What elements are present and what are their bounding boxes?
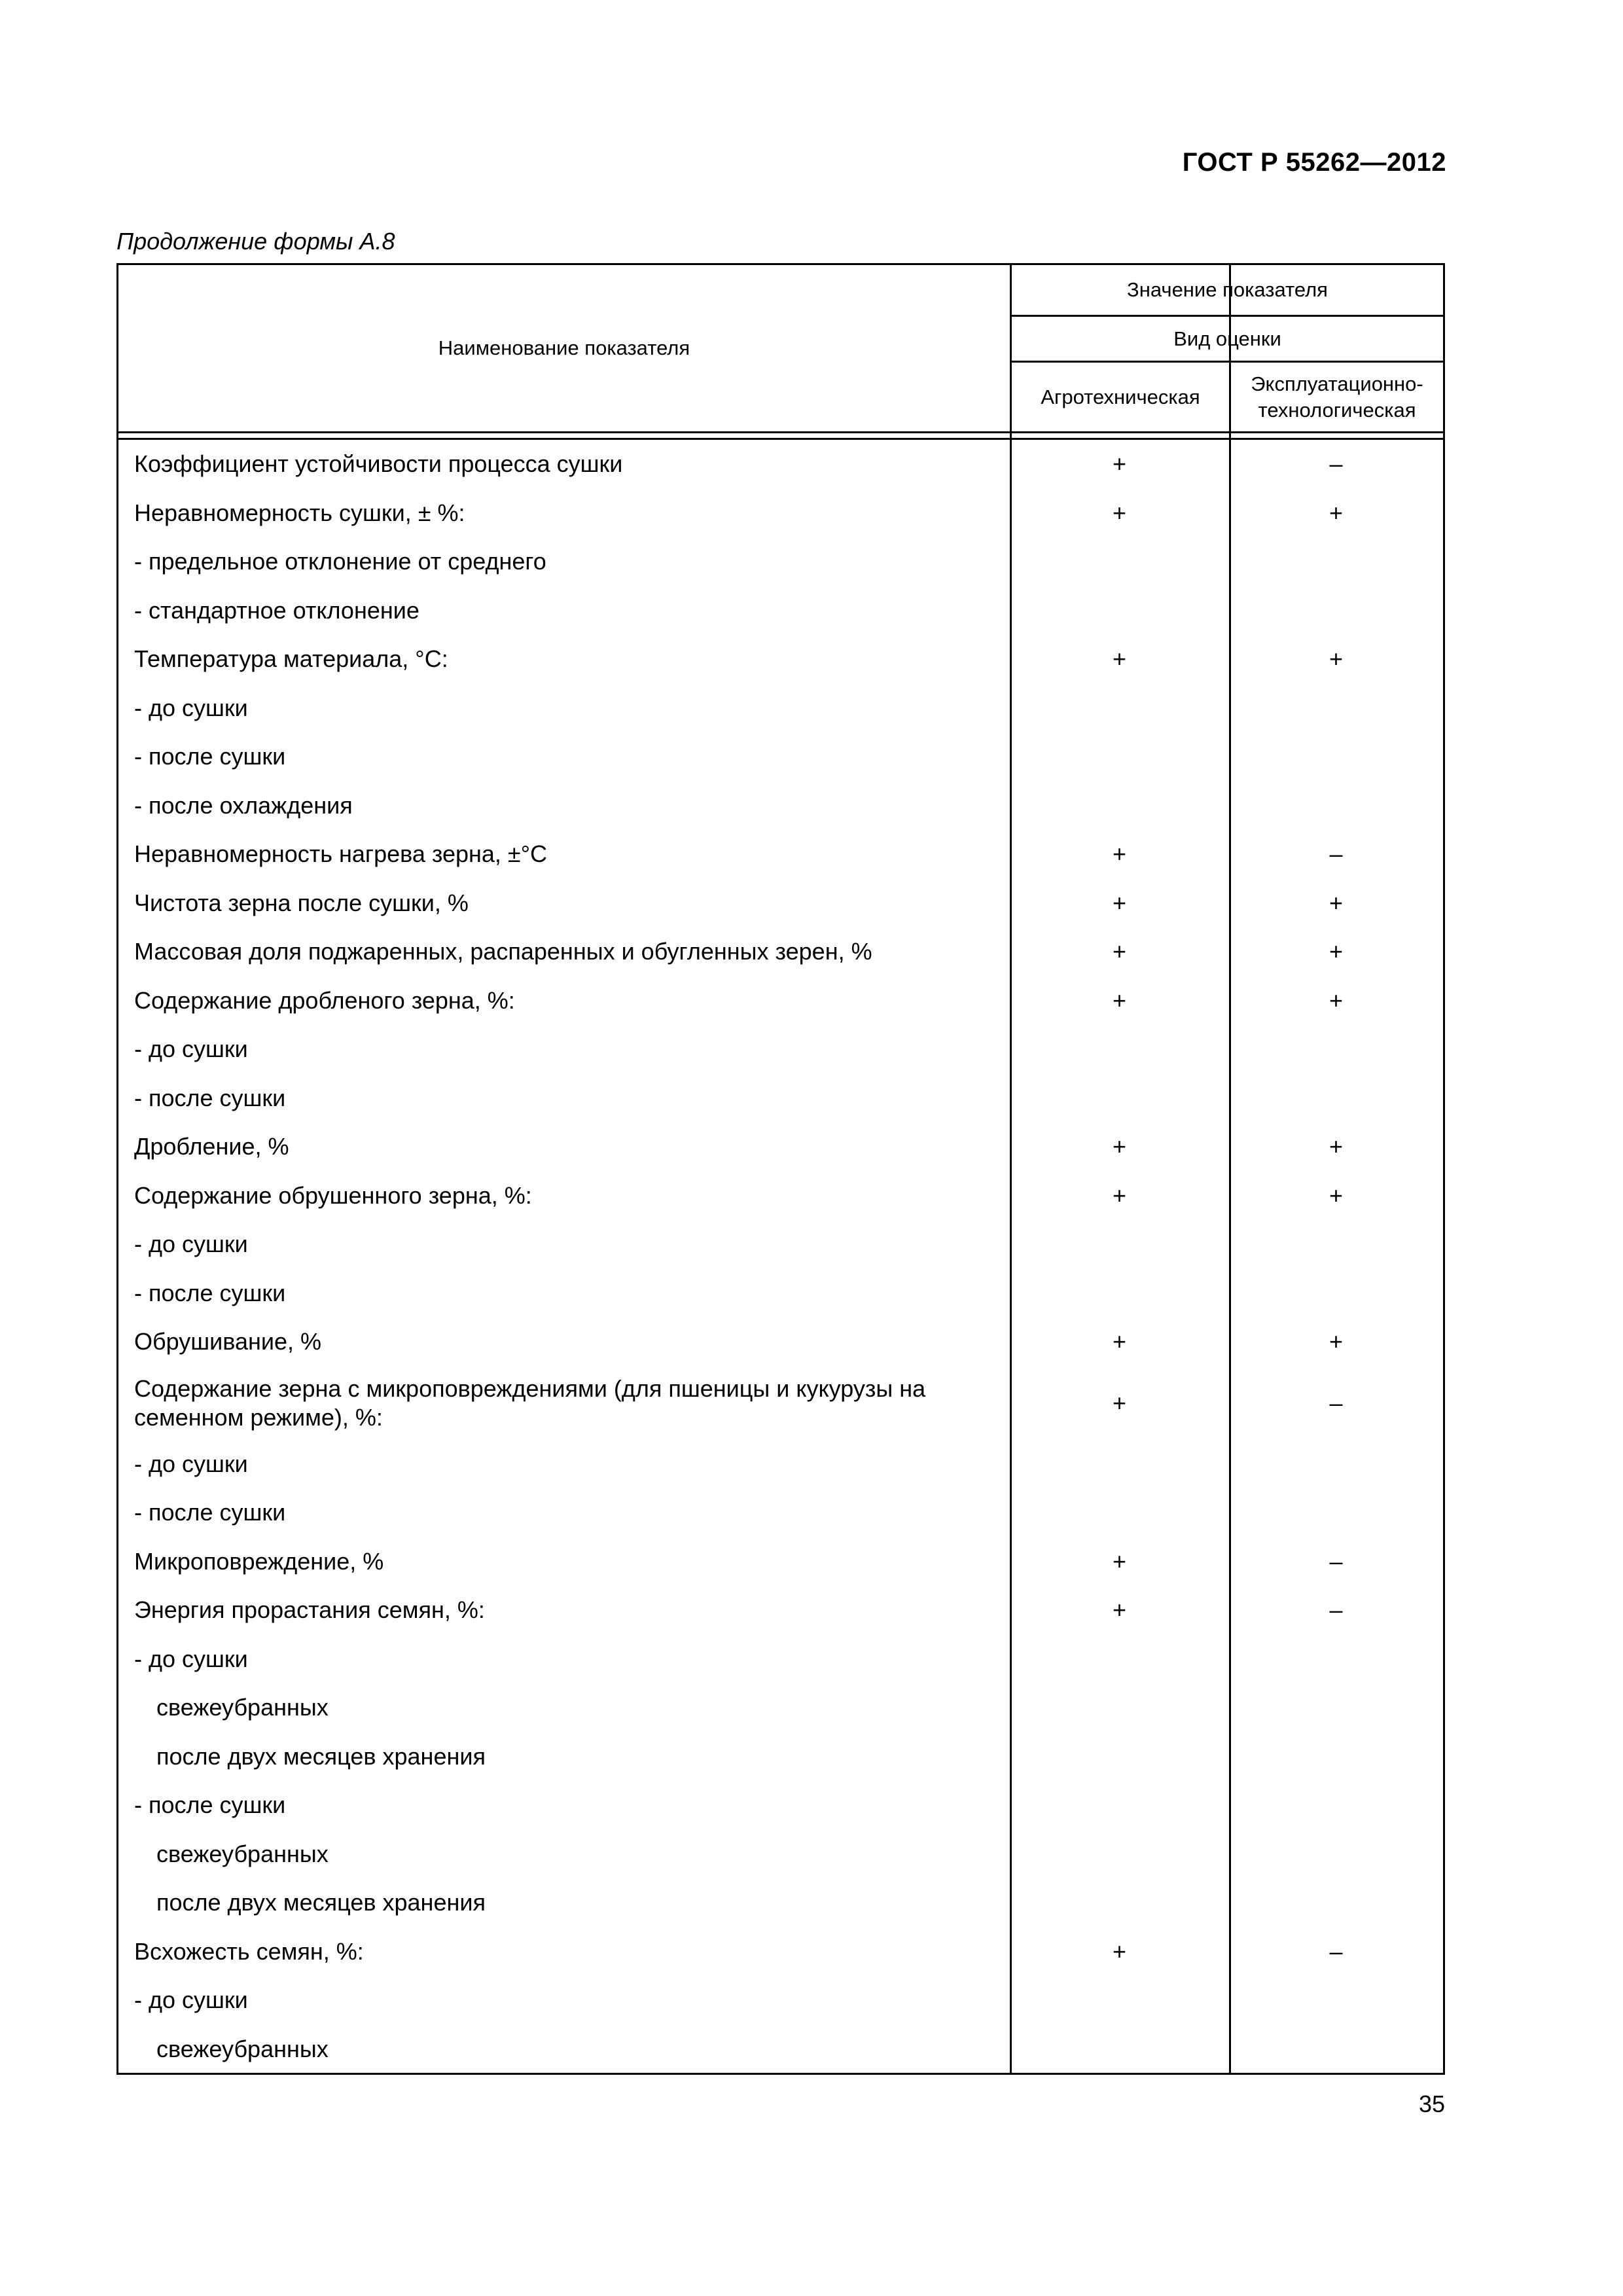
indicator-name-cell: - после сушки — [134, 1279, 286, 1306]
table-row — [118, 1928, 1443, 1977]
indicator-name-cell: Неравномерность нагрева зерна, ±°С — [134, 840, 548, 868]
table-row — [118, 1122, 1443, 1172]
operational-cell: – — [1329, 1389, 1343, 1416]
table-row — [118, 830, 1443, 879]
agrotechnical-cell: + — [1112, 1133, 1127, 1160]
indicator-name-cell: - после сушки — [134, 1499, 286, 1526]
indicator-name-cell: после двух месяцев хранения — [156, 1742, 486, 1770]
indicator-name-cell: - до сушки — [134, 1230, 248, 1258]
indicator-name-cell: Содержание обрушенного зерна, %: — [134, 1181, 532, 1209]
table-row — [118, 1074, 1443, 1123]
indicator-name-cell: свежеубранных — [156, 2035, 329, 2062]
agrotechnical-cell: + — [1112, 1181, 1127, 1209]
table-row — [118, 684, 1443, 733]
indicator-name-cell: - до сушки — [134, 694, 248, 721]
agrotechnical-cell: + — [1112, 1547, 1127, 1575]
table-row — [118, 1683, 1443, 1732]
operational-cell: + — [1329, 1133, 1344, 1160]
table-row — [118, 440, 1443, 489]
table-row — [118, 537, 1443, 586]
table-row — [118, 977, 1443, 1026]
operational-cell: + — [1329, 986, 1344, 1014]
operational-cell: + — [1329, 1181, 1344, 1209]
table-row — [118, 1367, 1443, 1440]
indicator-name-cell: Энергия прорастания семян, %: — [134, 1596, 485, 1624]
table-body — [118, 440, 1443, 2073]
indicator-table — [116, 263, 1445, 2075]
agrotechnical-cell: + — [1112, 450, 1127, 478]
operational-cell: + — [1329, 1328, 1344, 1355]
table-row — [118, 1269, 1443, 1318]
indicator-name-cell: Коэффициент устойчивости процесса сушки — [134, 450, 623, 478]
indicator-name-cell: - после охлаждения — [134, 791, 353, 819]
indicator-name-cell: Обрушивание, % — [134, 1328, 321, 1355]
table-row — [118, 1318, 1443, 1367]
agrotechnical-cell: + — [1112, 645, 1127, 673]
indicator-name-cell: Всхожесть семян, %: — [134, 1937, 364, 1965]
page-number: 35 — [1418, 2090, 1445, 2117]
continuation-caption: Продолжение формы А.8 — [116, 228, 395, 255]
indicator-name-cell: после двух месяцев хранения — [156, 1889, 486, 1916]
agrotechnical-cell: + — [1112, 938, 1127, 965]
indicator-name-cell: - после сушки — [134, 1791, 286, 1819]
indicator-name-cell: свежеубранных — [156, 1840, 329, 1867]
header-operational-label: Эксплуатационно- технологическая — [1251, 372, 1423, 422]
table-row — [118, 1732, 1443, 1782]
operational-cell: – — [1329, 450, 1343, 478]
header-operational — [1231, 363, 1443, 431]
table-row — [118, 1878, 1443, 1928]
table-row — [118, 1586, 1443, 1635]
table-row — [118, 1635, 1443, 1684]
indicator-name-cell: Содержание дробленого зерна, %: — [134, 986, 515, 1014]
table-row — [118, 586, 1443, 636]
table-row — [118, 927, 1443, 977]
indicator-name-cell: Содержание зерна с микроповреждениями (для пшеницы и кукурузы на семенном режиме), %: — [134, 1374, 926, 1431]
header-indicator-value: Значение показателя — [1127, 278, 1328, 301]
agrotechnical-cell: + — [1112, 986, 1127, 1014]
agrotechnical-cell: + — [1112, 1389, 1127, 1416]
table-row — [118, 1976, 1443, 2025]
indicator-name-cell: - до сушки — [134, 1450, 248, 1477]
header-assessment-kind: Вид оценки — [1173, 327, 1281, 350]
header-agrotechnical: Агротехническая — [1041, 385, 1200, 408]
agrotechnical-cell: + — [1112, 1596, 1127, 1624]
indicator-name-cell: свежеубранных — [156, 1694, 329, 1721]
table-row — [118, 1781, 1443, 1830]
operational-cell: – — [1329, 1937, 1343, 1965]
table-row — [118, 1537, 1443, 1587]
indicator-name-cell: Неравномерность сушки, ± %: — [134, 499, 465, 526]
indicator-name-cell: - стандартное отклонение — [134, 596, 419, 624]
table-row — [118, 1220, 1443, 1269]
operational-cell: + — [1329, 499, 1344, 526]
header-bottom-line — [118, 431, 1443, 433]
header-indicator-name: Наименование показателя — [438, 336, 690, 359]
document-code: ГОСТ Р 55262—2012 — [1182, 148, 1446, 177]
agrotechnical-cell: + — [1112, 1328, 1127, 1355]
indicator-name-cell: - до сушки — [134, 1035, 248, 1063]
table-row — [118, 1488, 1443, 1537]
table-row — [118, 781, 1443, 831]
table-row — [118, 1025, 1443, 1074]
agrotechnical-cell: + — [1112, 840, 1127, 868]
operational-cell: – — [1329, 840, 1343, 868]
table-row — [118, 732, 1443, 781]
indicator-name-cell: Дробление, % — [134, 1133, 289, 1160]
indicator-name-cell: Температура материала, °С: — [134, 645, 448, 673]
table-row — [118, 879, 1443, 928]
table-row — [118, 489, 1443, 538]
indicator-name-cell: Микроповреждение, % — [134, 1547, 384, 1575]
indicator-name-cell: Массовая доля поджаренных, распаренных и обугленных зерен, % — [134, 938, 872, 965]
table-row — [118, 1172, 1443, 1221]
operational-cell: + — [1329, 938, 1344, 965]
agrotechnical-cell: + — [1112, 499, 1127, 526]
table-row — [118, 1440, 1443, 1489]
table-row — [118, 1830, 1443, 1879]
agrotechnical-cell: + — [1112, 1937, 1127, 1965]
indicator-name-cell: - до сушки — [134, 1645, 248, 1672]
indicator-name-cell: Чистота зерна после сушки, % — [134, 889, 469, 916]
table-row — [118, 2025, 1443, 2074]
operational-cell: + — [1329, 645, 1344, 673]
indicator-name-cell: - до сушки — [134, 1986, 248, 2014]
indicator-name-cell: - после сушки — [134, 743, 286, 770]
indicator-name-cell: - после сушки — [134, 1084, 286, 1111]
operational-cell: – — [1329, 1596, 1343, 1624]
agrotechnical-cell: + — [1112, 889, 1127, 916]
operational-cell: – — [1329, 1547, 1343, 1575]
table-row — [118, 635, 1443, 684]
operational-cell: + — [1329, 889, 1344, 916]
indicator-name-cell: - предельное отклонение от среднего — [134, 548, 546, 575]
